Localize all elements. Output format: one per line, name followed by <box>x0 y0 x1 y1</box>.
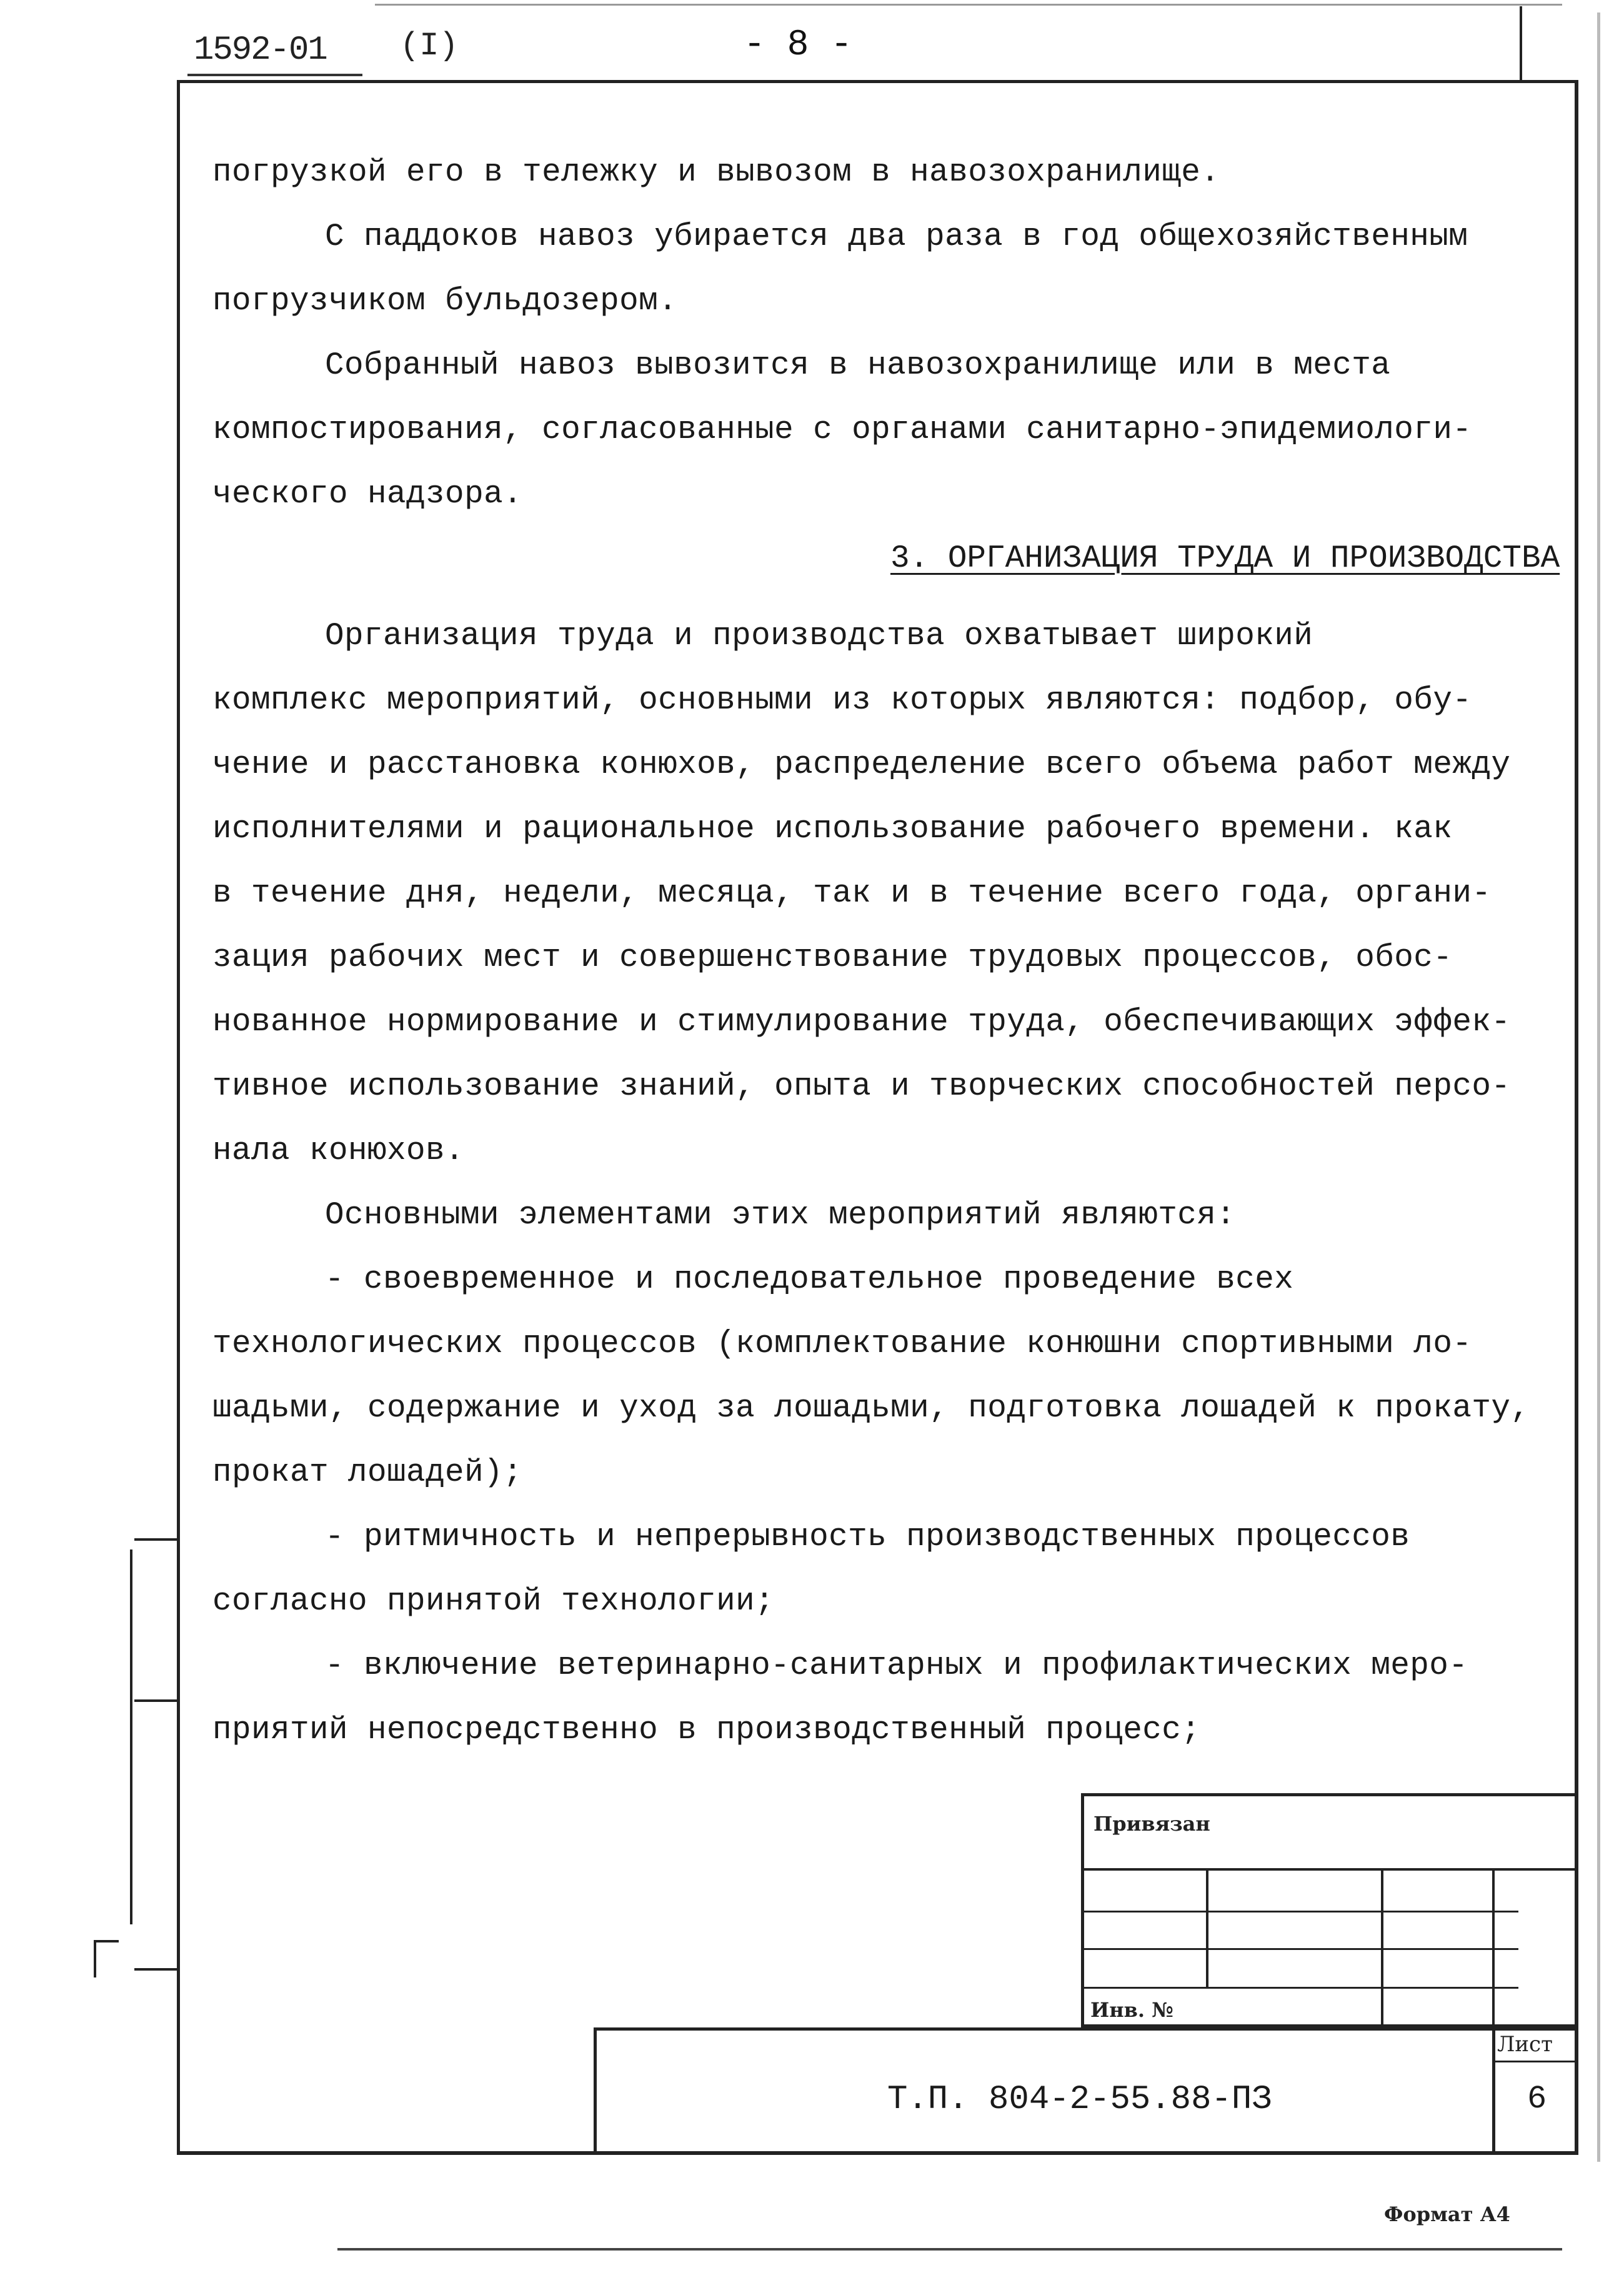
body-line: погрузчиком бульдозером. <box>212 284 678 319</box>
document-code-underline <box>187 74 362 76</box>
document-designation: Т.П. 804-2-55.88-ПЗ <box>887 2081 1272 2119</box>
binding-table-rule <box>1081 1911 1518 1912</box>
stamp-sheet-rule <box>1492 2061 1578 2062</box>
body-line: С паддоков навоз убирается два раза в год общехозяйственным <box>325 219 1468 255</box>
body-line: - своевременное и последовательное проведение всех <box>325 1262 1294 1298</box>
body-line: тивное использование знаний, опыта и творческих способностей персо- <box>212 1069 1511 1105</box>
body-line: шадьми, содержание и уход за лошадьми, подготовка лошадей к прокату, <box>212 1391 1530 1426</box>
body-line: Основными элементами этих мероприятий являются: <box>325 1198 1236 1233</box>
body-line: приятий непосредственно в производственный процесс; <box>212 1713 1201 1748</box>
body-line: - ритмичность и непрерывность производственных процессов <box>325 1520 1410 1555</box>
document-sub-code: (I) <box>400 27 459 64</box>
body-line: нала конюхов. <box>212 1133 465 1169</box>
body-line: ческого надзора. <box>212 477 523 512</box>
margin-tick <box>134 1968 178 1971</box>
body-line: в течение дня, недели, месяца, так и в течение всего года, органи- <box>212 876 1492 912</box>
body-line: согласно принятой технологии; <box>212 1584 775 1619</box>
top-edge-rule <box>375 4 1562 6</box>
body-line: комплекс мероприятий, основными из которых являются: подбор, обу- <box>212 683 1472 719</box>
sheet-label: Лист <box>1497 2032 1553 2057</box>
body-line: нованное нормирование и стимулирование труда, обеспечивающих эффек- <box>212 1005 1511 1040</box>
frame-left-border <box>177 80 180 2154</box>
margin-stamp-line <box>130 1549 132 1924</box>
body-line: Собранный навоз вывозится в навозохранилище или в места <box>325 348 1391 384</box>
body-line: Организация труда и производства охватывает широкий <box>325 619 1313 654</box>
margin-stamp-mark <box>94 1940 119 1942</box>
bound-label: Привязан <box>1093 1812 1210 1836</box>
body-line: погрузкой его в тележку и вывозом в навозохранилище. <box>212 155 1220 191</box>
bottom-edge-rule <box>337 2248 1562 2251</box>
sheet-number: 6 <box>1527 2081 1547 2117</box>
binding-table-rule <box>1081 1868 1578 1871</box>
body-line: зация рабочих мест и совершенствование трудовых процессов, обос- <box>212 940 1453 976</box>
frame-top-border <box>177 80 1578 83</box>
page-right-edge <box>1597 12 1600 2162</box>
page-number: - 8 - <box>744 25 853 66</box>
margin-tick <box>134 1699 178 1702</box>
body-line: технологических процессов (комплектование конюшни спортивными ло- <box>212 1326 1472 1362</box>
format-label: Формат А4 <box>1384 2202 1510 2226</box>
document-code: 1592-01 <box>194 31 327 69</box>
section-heading: 3. ОРГАНИЗАЦИЯ ТРУДА И ПРОИЗВОДСТВА <box>890 541 1560 577</box>
body-line: чение и расстановка конюхов, распределение всего объема работ между <box>212 747 1511 783</box>
body-line: - включение ветеринарно-санитарных и профилактических меро- <box>325 1648 1468 1684</box>
body-line: прокат лошадей); <box>212 1455 523 1491</box>
binding-table-rule <box>1081 1948 1518 1950</box>
margin-stamp-mark <box>94 1940 96 1977</box>
binding-table-rule <box>1081 1987 1518 1989</box>
binding-table-divider <box>1381 1868 1383 2027</box>
frame-corner-tick <box>1520 6 1522 81</box>
margin-tick <box>134 1538 178 1541</box>
binding-table-divider <box>1206 1868 1208 1987</box>
stamp-sheet-divider <box>1492 2027 1495 2155</box>
inventory-number-label: Инв. № <box>1090 1998 1173 2022</box>
body-line: компостирования, согласованные с органами санитарно-эпидемиологи- <box>212 412 1472 448</box>
binding-table-divider <box>1492 1868 1495 2027</box>
body-line: исполнителями и рациональное использование рабочего времени. как <box>212 812 1453 847</box>
